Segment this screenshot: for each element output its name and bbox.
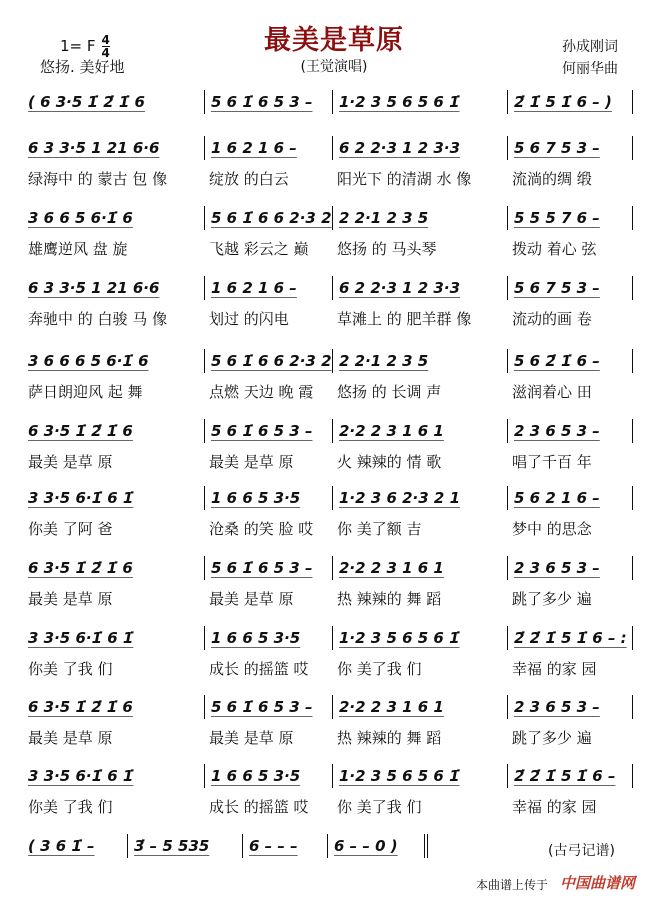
measure: 2 3 6 5 3 –	[508, 556, 633, 580]
lyric-segment: 跳了多少 遍	[512, 590, 592, 608]
time-bottom: 4	[101, 46, 110, 60]
measure: 3 3·5 6·1̇ 6 1̇	[28, 626, 205, 650]
lyric-segment: 你美 了我 们	[28, 798, 113, 816]
lyric-segment: 绿海中 的 蒙古 包 像	[28, 170, 168, 188]
lyric-segment: 最美 是草 原	[209, 729, 294, 747]
measure: 3 3·5 6·1̇ 6 1̇	[28, 486, 205, 510]
score-row	[28, 556, 633, 616]
score-row	[28, 419, 633, 479]
measure: 1·2 3 5 6 5 6 1̇	[333, 90, 508, 114]
lyric-segment: 幸福 的家 园	[512, 798, 597, 816]
lyric-segment: 最美 是草 原	[209, 590, 294, 608]
lyricist: 孙成刚词	[562, 39, 618, 55]
measure: 2̇ 1̇ 5 1̇ 6 – )	[508, 90, 633, 114]
measure: 6 2 2·3 1 2 3·3	[333, 276, 508, 300]
lyric-segment: 火 辣辣的 情 歌	[337, 453, 442, 471]
measure: 6 2 2·3 1 2 3·3	[333, 136, 508, 160]
singer: (王觉演唱)	[300, 59, 368, 75]
tempo-marking: 悠扬. 美好地	[40, 58, 125, 76]
lyric-segment: 划过 的闪电	[209, 310, 289, 328]
measure: 5 6 1̇ 6 6 2·3 2	[205, 206, 333, 230]
measure: 5 6 1̇ 6 6 2·3 2	[205, 349, 333, 373]
measure: 6 3 3·5 1 21 6·6	[28, 276, 205, 300]
lyric-segment: 最美 是草 原	[28, 453, 113, 471]
measure: 3 6 6 5 6·1̇ 6	[28, 206, 205, 230]
measure: 3 6 6 6 5 6·1̇ 6	[28, 349, 205, 373]
measure: 5 6 2̇ 1̇ 6 –	[508, 349, 633, 373]
measure: 1 6 6 5 3·5	[205, 486, 333, 510]
measure: 6 3·5 1̇ 2̇ 1̇ 6	[28, 556, 205, 580]
score-row	[28, 626, 633, 686]
measure: ( 3 6 1̇ –	[28, 834, 128, 858]
measure: 5 6 1̇ 6 5 3 –	[205, 695, 333, 719]
lyric-segment: 点燃 天边 晚 霞	[209, 383, 314, 401]
measure: 2 2·1 2 3 5	[333, 206, 508, 230]
lyric-segment: 拨动 着心 弦	[512, 240, 597, 258]
measure: 6 3 3·5 1 21 6·6	[28, 136, 205, 160]
song-title: 最美是草原	[264, 25, 404, 56]
measure: 2·2 2 3 1 6 1	[333, 419, 508, 443]
score-row	[28, 486, 633, 546]
lyric-segment: 你美 了阿 爸	[28, 520, 113, 538]
lyric-segment: 奔驰中 的 白骏 马 像	[28, 310, 168, 328]
lyric-segment: 飞越 彩云之 巅	[209, 240, 309, 258]
measure: 1 6 6 5 3·5	[205, 764, 333, 788]
lyric-segment: 梦中 的思念	[512, 520, 592, 538]
measure: 5 5 5 7 6 –	[508, 206, 633, 230]
measure: 2·2 2 3 1 6 1	[333, 695, 508, 719]
lyric-segment: 阳光下 的清湖 水 像	[337, 170, 472, 188]
time-top: 4	[101, 33, 110, 47]
lyric-segment: 最美 是草 原	[28, 729, 113, 747]
lyric-segment: 你 美了我 们	[337, 798, 422, 816]
measure: ( 6 3·5 1̇ 2̇ 1̇ 6	[28, 90, 205, 114]
measure: 5 6 7 5 3 –	[508, 276, 633, 300]
score-row	[28, 276, 633, 336]
lyric-segment: 热 辣辣的 舞 蹈	[337, 590, 442, 608]
lyric-segment: 萨日朗迎风 起 舞	[28, 383, 143, 401]
measure: 2 3 6 5 3 –	[508, 695, 633, 719]
measure: 2̇ 2̇ 1̇ 5 1̇ 6 –	[508, 764, 633, 788]
measure: 1·2 3 5 6 5 6 1̇	[333, 626, 508, 650]
lyric-segment: 流淌的绸 缎	[512, 170, 592, 188]
lyric-segment: 唱了千百 年	[512, 453, 592, 471]
measure: 5 6 2 1 6 –	[508, 486, 633, 510]
score-row	[28, 349, 633, 409]
lyric-segment: 悠扬 的 马头琴	[337, 240, 437, 258]
lyric-segment: 成长 的摇篮 哎	[209, 798, 309, 816]
lyric-segment: 最美 是草 原	[28, 590, 113, 608]
lyric-segment: 你 美了我 们	[337, 660, 422, 678]
measure: 6 – – –	[243, 834, 328, 858]
upload-note: 本曲谱上传于	[476, 878, 549, 892]
measure: 6 3·5 1̇ 2̇ 1̇ 6	[28, 419, 205, 443]
measure: 2·2 2 3 1 6 1	[333, 556, 508, 580]
lyric-segment: 最美 是草 原	[209, 453, 294, 471]
lyric-segment: 你 美了额 吉	[337, 520, 422, 538]
lyric-segment: 幸福 的家 园	[512, 660, 597, 678]
lyric-segment: 跳了多少 遍	[512, 729, 592, 747]
measure: 5 6 1̇ 6 5 3 –	[205, 419, 333, 443]
measure: 6 – – 0 )	[328, 834, 428, 858]
score-row	[28, 136, 633, 196]
measure: 1 6 6 5 3·5	[205, 626, 333, 650]
arranger-credit: (古弓记谱)	[548, 843, 615, 859]
score-row	[28, 695, 633, 755]
measure: 3̇ – 5 535	[128, 834, 243, 858]
measure: 2̇ 2̇ 1̇ 5 1̇ 6 – :	[508, 626, 633, 650]
score-row	[28, 206, 633, 266]
measure: 2 3 6 5 3 –	[508, 419, 633, 443]
measure: 6 3·5 1̇ 2̇ 1̇ 6	[28, 695, 205, 719]
site-logo[interactable]: 中国曲谱网	[560, 874, 636, 892]
measure: 5 6 1̇ 6 5 3 –	[205, 556, 333, 580]
score-row	[28, 764, 633, 824]
measure: 1·2 3 5 6 5 6 1̇	[333, 764, 508, 788]
measure: 3 3·5 6·1̇ 6 1̇	[28, 764, 205, 788]
lyric-segment: 热 辣辣的 舞 蹈	[337, 729, 442, 747]
lyric-segment: 绽放 的白云	[209, 170, 289, 188]
lyric-segment: 你美 了我 们	[28, 660, 113, 678]
lyric-segment: 滋润着心 田	[512, 383, 592, 401]
lyric-segment: 雄鹰逆风 盘 旋	[28, 240, 128, 258]
lyric-segment: 流动的画 卷	[512, 310, 592, 328]
measure: 1·2 3 6 2·3 2 1	[333, 486, 508, 510]
measure: 1 6 2 1 6 –	[205, 136, 333, 160]
measure: 5 6 1̇ 6 5 3 –	[205, 90, 333, 114]
composer: 何丽华曲	[562, 61, 618, 77]
lyric-segment: 沧桑 的笑 脸 哎	[209, 520, 314, 538]
measure: 1 6 2 1 6 –	[205, 276, 333, 300]
lyric-segment: 成长 的摇篮 哎	[209, 660, 309, 678]
key-label: 1= F	[60, 37, 96, 55]
measure: 5 6 7 5 3 –	[508, 136, 633, 160]
lyric-segment: 悠扬 的 长调 声	[337, 383, 442, 401]
measure: 2 2·1 2 3 5	[333, 349, 508, 373]
lyric-segment: 草滩上 的 肥羊群 像	[337, 310, 472, 328]
